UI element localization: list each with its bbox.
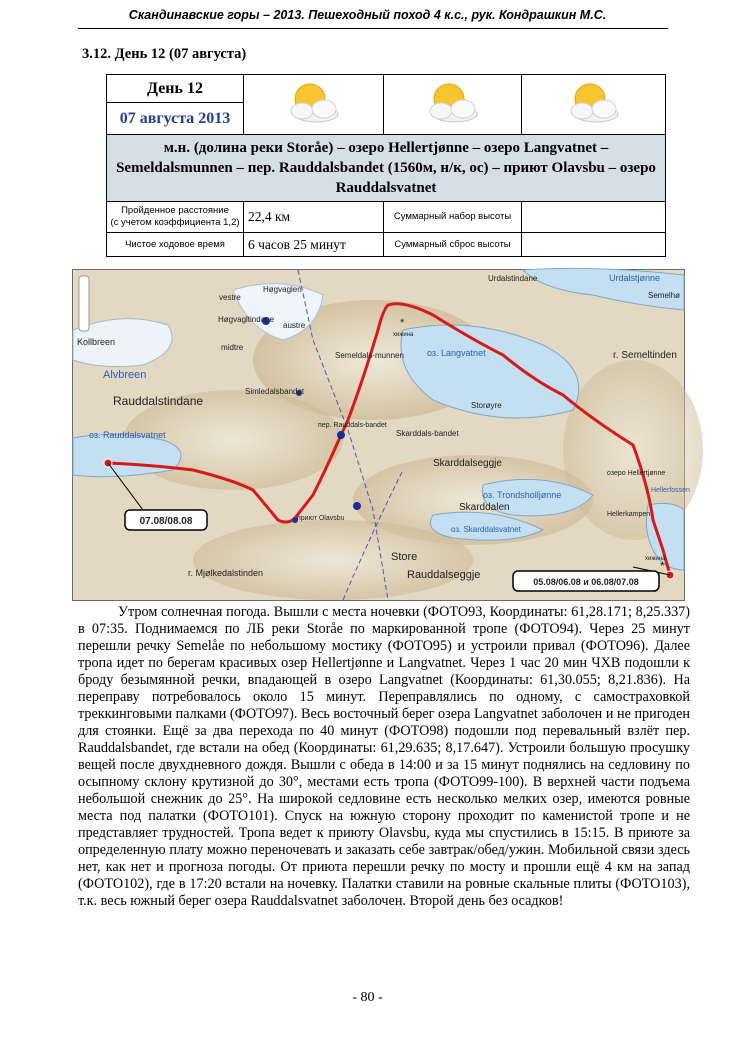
map-label: приют Olavsbu bbox=[297, 515, 345, 522]
map-label: midtre bbox=[221, 343, 244, 352]
ascent-label: Суммарный набор высоты bbox=[384, 202, 522, 233]
map-label: оз. Rauddalsvatnet bbox=[89, 430, 166, 440]
weather-cell-evening bbox=[522, 75, 666, 135]
map-label: Høgvagltindane bbox=[218, 315, 275, 324]
map-label: хижина bbox=[393, 332, 414, 338]
map-canvas bbox=[73, 270, 690, 600]
map-label: пер. Rauddals-bandet bbox=[318, 422, 387, 429]
distance-label-line1: Пройденное расстояние bbox=[121, 205, 229, 216]
weather-cell-morning bbox=[244, 75, 384, 135]
date-label: 07 августа 2013 bbox=[107, 103, 244, 135]
map-label: r. Mjølkedalstinden bbox=[188, 568, 264, 578]
distance-label bbox=[107, 202, 244, 233]
descent-value bbox=[522, 233, 666, 257]
map-label: Hellerfossen bbox=[651, 487, 690, 494]
map-zoom-control[interactable] bbox=[79, 276, 89, 331]
route-map bbox=[72, 269, 690, 601]
callout-label-left: 07.08/08.08 bbox=[139, 516, 193, 527]
map-label: Høgvaglen bbox=[263, 285, 302, 294]
map-label: Skarddalseggje bbox=[433, 458, 502, 469]
map-label: Rauddalseggje bbox=[407, 569, 481, 581]
map-label: Urdalstjønne bbox=[609, 273, 661, 283]
section-title: 3.12. День 12 (07 августа) bbox=[82, 46, 247, 62]
narrative-paragraph: Утром солнечная погода. Вышли с места ночевки (ФОТО93, Координаты: 61,28.171; 8,25.337) в 07:35. Поднимаемся по ЛБ реки Storåe по маркированной тропе (ФОТО94). Через 25 минут перешли речку Semelåe по небольшому мостику (ФОТО95) и устроили привал (ФОТО96). Далее тропа идет по берегам красивых озер Hellertjønne и Langvatnet. Через 1 час 20 мин ЧХВ подошли к броду безымянной речки, впадающей в озеро Langvatnet (Координаты: 61,30.055; 8,21.836). На переправу потребовалось около 15 минут. Переправлялись по одному, с самостраховкой треккинговыми палками (ФОТО97). Весь восточный берег озера Langvatnet заболочен и не пригоден для стоянки. Ещё за два перехода по 40 минут (ФОТО98) подошли под перевальный взлёт пер. Rauddalsbandet, где встали на обед (Координаты: 61,29.635; 8,17.647). Устроили большую просушку вещей после двухдневного дождя. Вышли с обеда в 14:00 и за 15 минут поднялись на седловину по осыпному склону крутизной до 30°, местами есть тропа (ФОТО99-100). В верхней части подъема небольшой снежник до 25°. На широкой седловине есть несколько мелких озер, имеются ровные места под палатки (ФОТО101). Спуск на южную сторону проходит по каменистой тропе и не представляет трудностей. Тропа ведет к приюту Olavsbu, куда мы спустились в 15:15. В приюте за определенную плату можно переночевать и заказать себе завтрак/обед/ужин. Мобильной связи здесь нет, как нет и прогноза погоды. От приюта перешли речку по мосту и прошли ещё 4 км на запад (ФОТО102), где в 17:20 встали на ночевку. Палатки ставили на ровные скальные плиты (ФОТО103), т.к. весь южный берег озера Rauddalsvatnet заболочен. Второй день без осадков! bbox=[78, 604, 690, 909]
time-value: 6 часов 25 минут bbox=[244, 233, 384, 257]
map-label: Store bbox=[391, 551, 418, 563]
map-label: Semelhø bbox=[648, 291, 681, 300]
time-label: Чистое ходовое время bbox=[107, 233, 244, 257]
map-label: austre bbox=[283, 321, 306, 330]
map-label: Alvbreen bbox=[103, 369, 147, 381]
lake-marker bbox=[353, 502, 361, 510]
running-header: Скандинавские горы – 2013. Пешеходный поход 4 к.с., рук. Кондрашкин М.С. bbox=[128, 8, 607, 22]
pass-marker-rauddalsbandet bbox=[337, 431, 345, 439]
day-summary-table bbox=[106, 74, 666, 257]
map-label: Hellerkampen bbox=[607, 511, 651, 518]
map-label: Kollbreen bbox=[77, 337, 116, 347]
map-label: оз. Trondsholljønne bbox=[483, 490, 562, 500]
map-label: r. Semeltinden bbox=[613, 350, 677, 361]
map-label: озеро Hellertjønne bbox=[607, 470, 666, 477]
map-label: оз. Langvatnet bbox=[427, 348, 486, 358]
sun-behind-cloud-icon bbox=[425, 80, 481, 124]
map-label: оз. Skarddalsvatnet bbox=[451, 525, 521, 534]
day-narrative bbox=[78, 604, 690, 910]
map-label: Storøyre bbox=[471, 401, 502, 410]
callout-label-right: 05.08/06.08 и 06.08/07.08 bbox=[533, 577, 639, 587]
lake-rauddalsvatnet bbox=[73, 434, 181, 476]
map-label: Simledalsbandet bbox=[245, 387, 305, 396]
map-label: Rauddalstindane bbox=[113, 394, 204, 408]
hut-star-north: * bbox=[400, 317, 405, 329]
route-description: м.н. (долина реки Storåe) – озеро Hellertjønne – озеро Langvatnet – Semeldalsmunnen – пер. Rauddalsbandet (1560м, н/к, ос) – приют Olavsbu – озеро Rauddalsvatnet bbox=[107, 135, 666, 202]
distance-value: 22,4 км bbox=[244, 202, 384, 233]
hut-star-east: * bbox=[660, 559, 665, 573]
distance-label-line2: (с учетом коэффициента 1,2) bbox=[110, 217, 240, 228]
descent-label: Суммарный сброс высоты bbox=[384, 233, 522, 257]
ascent-value bbox=[522, 202, 666, 233]
map-label: vestre bbox=[219, 293, 241, 302]
map-label: хижина bbox=[645, 556, 666, 562]
sun-behind-cloud-icon bbox=[566, 80, 622, 124]
map-label: Urdalstindane bbox=[488, 274, 538, 283]
map-label: Semeldals-munnen bbox=[335, 351, 404, 360]
map-label: Skarddals-bandet bbox=[396, 429, 459, 438]
map-label: Skarddalen bbox=[459, 502, 510, 513]
header-rule bbox=[78, 28, 668, 29]
weather-cell-day bbox=[384, 75, 522, 135]
sun-behind-cloud-icon bbox=[286, 80, 342, 124]
relief-ridge bbox=[193, 520, 473, 600]
day-label: День 12 bbox=[107, 75, 244, 103]
page-number: - 80 - bbox=[352, 990, 383, 1005]
